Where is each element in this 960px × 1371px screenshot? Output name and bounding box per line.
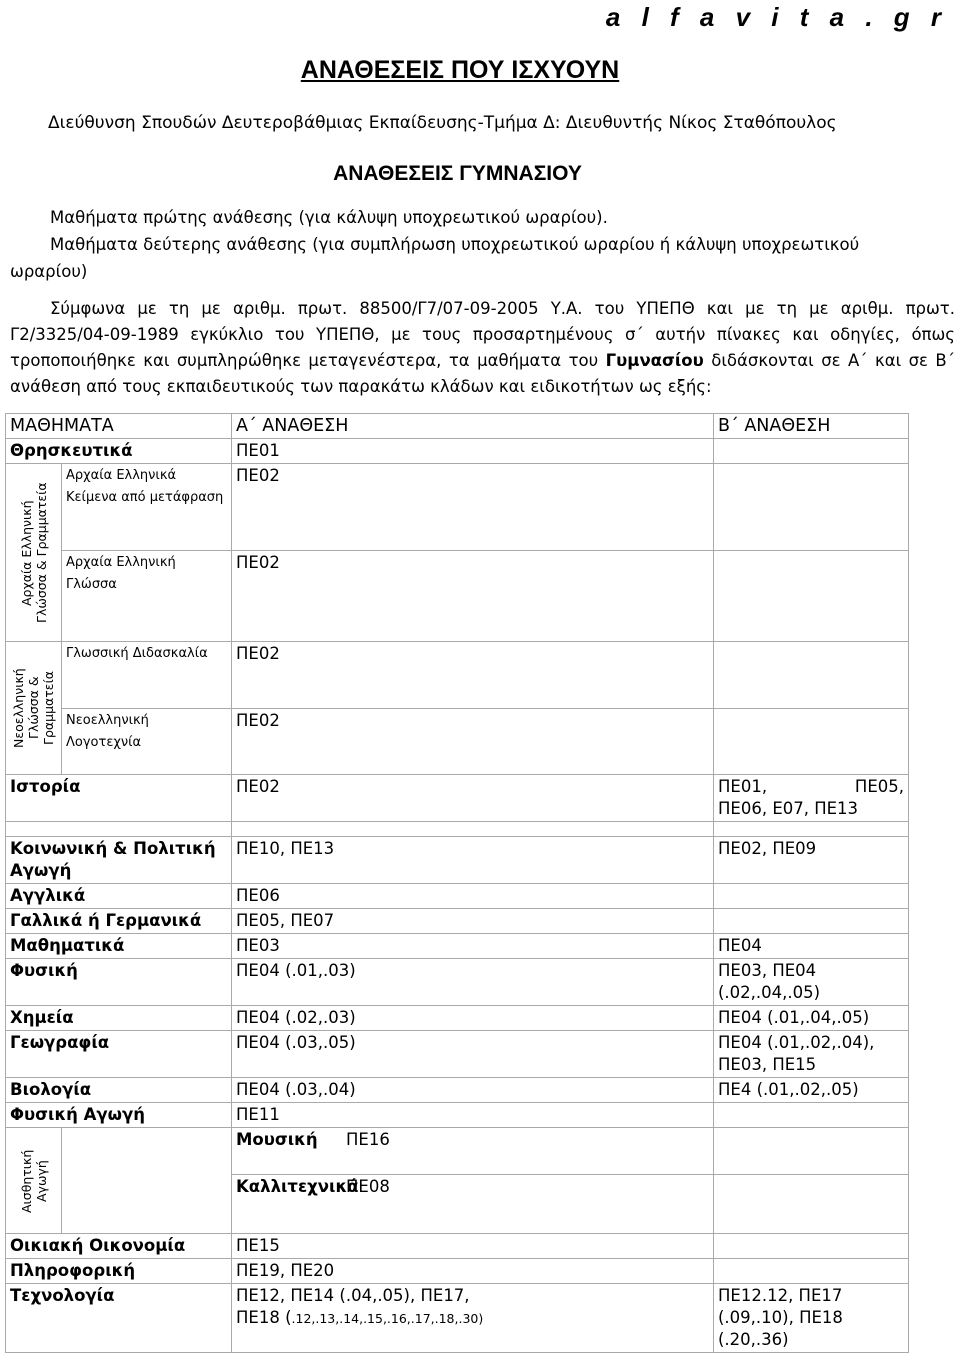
second-french <box>714 909 909 934</box>
first-math: ΠΕ03 <box>232 934 714 959</box>
page-title: ΑΝΑΘΕΣΕΙΣ ΠΟΥ ΙΣΧΥΟΥΝ <box>300 56 620 84</box>
first-technology-a: ΠΕ12, ΠΕ14 (.04,.05), ΠΕ17, <box>236 1286 470 1305</box>
first-religion: ΠΕ01 <box>232 439 714 464</box>
first-french: ΠΕ05, ΠΕ07 <box>232 909 714 934</box>
table-row <box>6 642 909 709</box>
header-second: Β΄ ΑΝΑΘΕΣΗ <box>714 414 909 439</box>
subject-chemistry: Χημεία <box>6 1006 232 1031</box>
paragraph-part1: Σύμφωνα με τη με αριθμ. πρωτ. 88500/Γ7/07-09-2005 Υ.Α. του ΥΠΕΠΘ και με τη με αριθμ. πρωτ. Γ2/3325/04-09-1989 εγκύκλιο του ΥΠΕΠΘ, με τους προσαρτημένους σ΄ αυτήν πίνακες και οδηγίες, όπως τροποποιήθηκε και συμπληρώθηκε μεταγενέστερα, τα μαθήματα του <box>10 299 955 370</box>
assignments-table <box>5 413 909 1353</box>
first-technology <box>232 1284 714 1353</box>
first-technology-b: ΠΕ18 ( <box>236 1308 292 1327</box>
subject-biology: Βιολογία <box>6 1078 232 1103</box>
table-row <box>6 708 909 775</box>
table-row <box>6 934 909 959</box>
intro-paragraph <box>10 296 955 400</box>
second-physics: ΠΕ03, ΠΕ04 (.02,.04,.05) <box>714 959 909 1006</box>
second-religion <box>714 439 909 464</box>
first-music: ΠΕ16 <box>346 1130 390 1149</box>
first-chemistry: ΠΕ04 (.02,.03) <box>232 1006 714 1031</box>
subject-english: Αγγλικά <box>6 884 232 909</box>
table-row <box>6 884 909 909</box>
group-modern <box>6 642 62 775</box>
second-ancient-language <box>714 551 909 642</box>
first-home-economics: ΠΕ15 <box>232 1234 714 1259</box>
subject-technology: Τεχνολογία <box>6 1284 232 1353</box>
first-modern-literature: ΠΕ02 <box>232 708 714 775</box>
paragraph-bold: Γυμνασίου <box>605 351 704 370</box>
table-row <box>6 464 909 551</box>
first-language-teaching: ΠΕ02 <box>232 642 714 709</box>
subject-pe: Φυσική Αγωγή <box>6 1103 232 1128</box>
table-header-row <box>6 414 909 439</box>
sub-language-teaching: Γλωσσική Διδασκαλία <box>62 642 232 709</box>
second-ancient-texts <box>714 464 909 551</box>
table-row <box>6 1128 909 1175</box>
second-informatics <box>714 1259 909 1284</box>
second-language-teaching <box>714 642 909 709</box>
subject-arts: Καλλιτεχνικά <box>236 1177 359 1196</box>
second-biology: ΠΕ4 (.01,.02,.05) <box>714 1078 909 1103</box>
second-history-b: ΠΕ05, <box>854 777 904 796</box>
music-cell <box>232 1128 714 1175</box>
header-first: Α΄ ΑΝΑΘΕΣΗ <box>232 414 714 439</box>
second-home-economics <box>714 1234 909 1259</box>
second-history <box>714 775 909 822</box>
second-geography: ΠΕ04 (.01,.02,.04), ΠΕ03, ΠΕ15 <box>714 1031 909 1078</box>
subject-religion: Θρησκευτικά <box>6 439 232 464</box>
first-technology-c: .12,.13,.14,.15,.16,.17,.18,.30) <box>291 1311 484 1326</box>
second-arts <box>714 1175 909 1234</box>
first-ancient-language: ΠΕ02 <box>232 551 714 642</box>
table-row <box>6 1234 909 1259</box>
second-music <box>714 1128 909 1175</box>
table-row <box>6 1031 909 1078</box>
second-math: ΠΕ04 <box>714 934 909 959</box>
subject-physics: Φυσική <box>6 959 232 1006</box>
table-row <box>6 439 909 464</box>
second-modern-literature <box>714 708 909 775</box>
first-ancient-texts: ΠΕ02 <box>232 464 714 551</box>
note-second-assignment-cont: ωραρίου) <box>10 262 88 281</box>
table-row <box>6 1175 909 1234</box>
second-history-c: ΠΕ06, Ε07, ΠΕ13 <box>718 799 859 818</box>
second-chemistry: ΠΕ04 (.01,.04,.05) <box>714 1006 909 1031</box>
table-row <box>6 1006 909 1031</box>
subject-informatics: Πληροφορική <box>6 1259 232 1284</box>
subject-social: Κοινωνική & Πολιτική Αγωγή <box>6 837 232 884</box>
group-aesthetic <box>6 1128 62 1234</box>
table-row <box>6 1284 909 1353</box>
section-subtitle: ΑΝΑΘΕΣΕΙΣ ΓΥΜΝΑΣΙΟΥ <box>333 162 582 185</box>
second-pe <box>714 1103 909 1128</box>
brand-logo: a l f a v i t a . g r <box>605 2 948 32</box>
subject-home-economics: Οικιακή Οικονομία <box>6 1234 232 1259</box>
second-social: ΠΕ02, ΠΕ09 <box>714 837 909 884</box>
paragraph-part2: διδάσκονται σε Α΄ και σε Β΄ ανάθεση από τους εκπαιδευτικούς των παρακάτω κλάδων και ειδικοτήτων ως εξής: <box>10 351 955 396</box>
first-biology: ΠΕ04 (.03,.04) <box>232 1078 714 1103</box>
first-pe: ΠΕ11 <box>232 1103 714 1128</box>
sub-modern-literature: Νεοελληνική Λογοτεχνία <box>62 708 232 775</box>
header-subjects: ΜΑΘΗΜΑΤΑ <box>6 414 232 439</box>
note-first-assignment: Μαθήματα πρώτης ανάθεσης (για κάλυψη υποχρεωτικού ωραρίου). <box>50 208 608 227</box>
first-english: ΠΕ06 <box>232 884 714 909</box>
note-second-assignment: Μαθήματα δεύτερης ανάθεσης (για συμπλήρωση υποχρεωτικού ωραρίου ή κάλυψη υποχρεωτικού <box>50 235 860 254</box>
second-technology: ΠΕ12.12, ΠΕ17 (.09,.10), ΠΕ18 (.20,.36) <box>714 1284 909 1353</box>
table-row <box>6 775 909 822</box>
table-row <box>6 959 909 1006</box>
subject-music: Μουσική <box>236 1130 318 1149</box>
group-modern-label: Νεοελληνική Γλώσσα & Γραμματεία <box>11 668 56 748</box>
first-physics: ΠΕ04 (.01,.03) <box>232 959 714 1006</box>
subject-french: Γαλλικά ή Γερμανικά <box>6 909 232 934</box>
direction-line: Διεύθυνση Σπουδών Δευτεροβάθμιας Εκπαίδευσης-Τμήμα Δ: Διευθυντής Νίκος Σταθόπουλος <box>48 113 837 133</box>
group-aesthetic-label: Αισθητική Αγωγή <box>18 1148 49 1213</box>
first-social: ΠΕ10, ΠΕ13 <box>232 837 714 884</box>
first-history: ΠΕ02 <box>232 775 714 822</box>
table-row <box>6 1078 909 1103</box>
sub-ancient-language: Αρχαία Ελληνική Γλώσσα <box>62 551 232 642</box>
group-ancient <box>6 464 62 642</box>
first-arts: ΠΕ08 <box>346 1177 390 1196</box>
sub-ancient-texts: Αρχαία Ελληνικά Κείμενα από μετάφραση <box>62 464 232 551</box>
group-ancient-label: Αρχαία Ελληνική Γλώσσα & Γραμματεία <box>18 482 49 623</box>
first-informatics: ΠΕ19, ΠΕ20 <box>232 1259 714 1284</box>
table-row <box>6 837 909 884</box>
first-geography: ΠΕ04 (.03,.05) <box>232 1031 714 1078</box>
table-row <box>6 1103 909 1128</box>
table-row <box>6 909 909 934</box>
second-english <box>714 884 909 909</box>
subject-geography: Γεωγραφία <box>6 1031 232 1078</box>
table-row <box>6 551 909 642</box>
second-history-a: ΠΕ01, <box>718 777 768 796</box>
subject-history: Ιστορία <box>6 775 232 822</box>
subject-math: Μαθηματικά <box>6 934 232 959</box>
arts-cell <box>232 1175 714 1234</box>
spacer-row <box>6 822 909 837</box>
table-row <box>6 1259 909 1284</box>
